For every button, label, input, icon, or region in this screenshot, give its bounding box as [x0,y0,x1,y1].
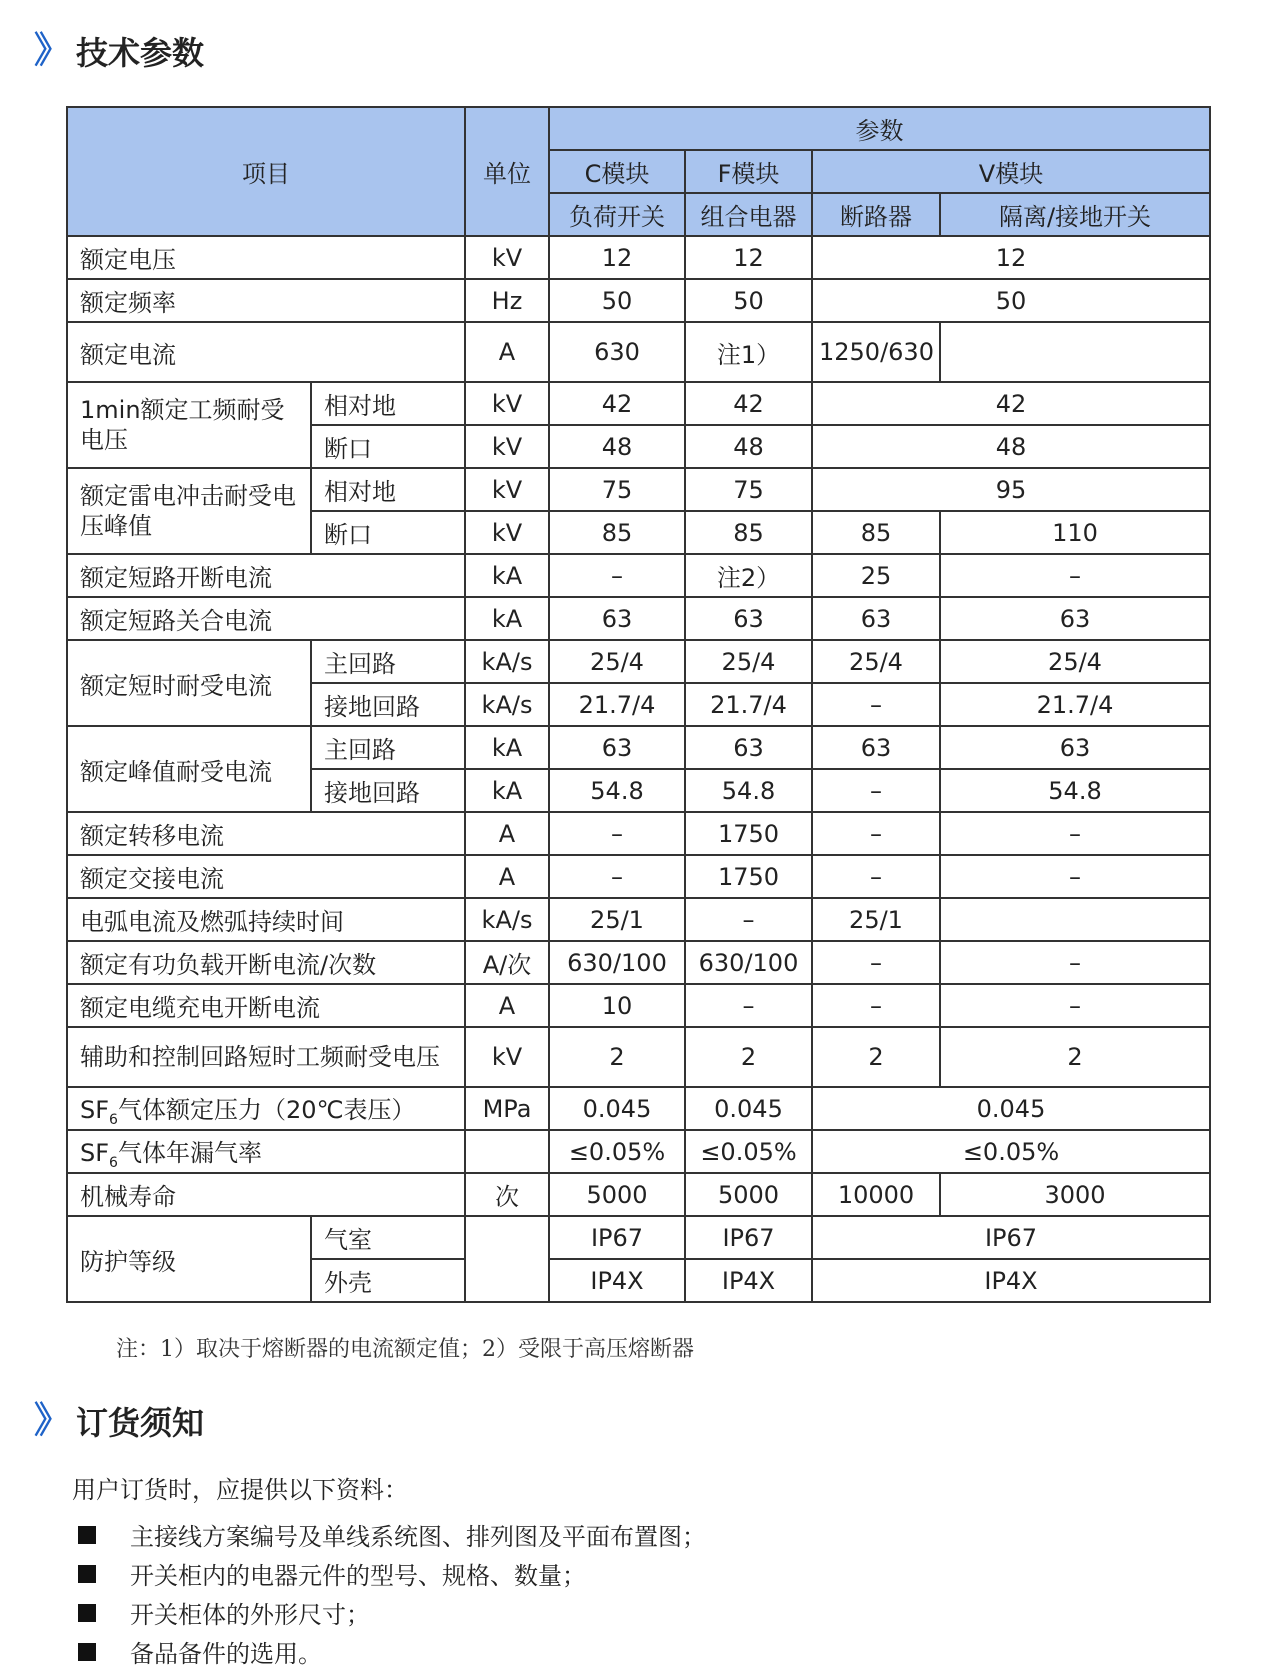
unit-cell: MPa [465,1087,549,1130]
list-item: 主接线方案编号及单线系统图、排列图及平面布置图； [72,1515,706,1554]
header-f-module: F模块 [685,150,812,193]
sub-label: 相对地 [311,382,465,425]
square-bullet-icon [78,1526,96,1544]
value-cell: 42 [685,382,812,425]
sub-label: 接地回路 [311,683,465,726]
value-cell: 2 [549,1027,685,1087]
sub-label: 主回路 [311,726,465,769]
value-cell: ≤0.05% [812,1130,1210,1173]
value-cell: 3000 [940,1173,1210,1216]
value-cell: 85 [685,511,812,554]
unit-cell: kV [465,425,549,468]
table-row [67,1216,1210,1259]
sub-label: 接地回路 [311,769,465,812]
value-cell: 85 [812,511,940,554]
sub-label: 主回路 [311,640,465,683]
sub-label: 断口 [311,425,465,468]
value-cell: 注1） [685,322,812,382]
row-label: $SF_6$气体额定压力（20℃表压） [67,1087,465,1130]
section-heading-order [34,1398,204,1444]
row-label: 额定转移电流 [67,812,465,855]
unit-cell: kA [465,554,549,597]
value-cell: 48 [812,425,1210,468]
value-cell: 12 [549,236,685,279]
header-v-module: V模块 [812,150,1210,193]
table-row [67,812,1210,855]
unit-cell [465,1130,549,1173]
value-cell: IP4X [812,1259,1210,1302]
table-row [67,855,1210,898]
value-cell: IP67 [685,1216,812,1259]
value-cell: 630 [549,322,685,382]
value-cell: 630/100 [685,941,812,984]
value-cell: 21.7/4 [940,683,1210,726]
table-row [67,1130,1210,1173]
row-label: 额定峰值耐受电流 [67,726,311,812]
row-label: 额定有功负载开断电流/次数 [67,941,465,984]
value-cell: 0.045 [549,1087,685,1130]
value-cell: 25/1 [812,898,940,941]
header-params: 参数 [549,107,1210,150]
sub-label: 气室 [311,1216,465,1259]
row-label: 额定频率 [67,279,465,322]
row-label: 额定短时耐受电流 [67,640,311,726]
row-label: 额定雷电冲击耐受电压峰值 [67,468,311,554]
table-row [67,941,1210,984]
header-v-isolator: 隔离/接地开关 [940,193,1210,236]
table-row [67,468,1210,511]
value-cell: 50 [812,279,1210,322]
value-cell: 63 [549,597,685,640]
value-cell [940,898,1210,941]
value-cell: – [812,984,940,1027]
row-label: 辅助和控制回路短时工频耐受电压 [67,1027,465,1087]
value-cell: – [812,812,940,855]
list-item: 开关柜内的电器元件的型号、规格、数量； [72,1554,706,1593]
value-cell: – [812,769,940,812]
row-label: 额定短路开断电流 [67,554,465,597]
table-row [67,1087,1210,1130]
unit-cell: A [465,812,549,855]
value-cell: 63 [812,726,940,769]
table-row [67,597,1210,640]
header-v-breaker: 断路器 [812,193,940,236]
list-item: 开关柜体的外形尺寸； [72,1593,706,1632]
unit-cell: A [465,322,549,382]
row-label: 额定电压 [67,236,465,279]
value-cell: 25/4 [549,640,685,683]
value-cell: – [940,554,1210,597]
table-row [67,898,1210,941]
value-cell: 95 [812,468,1210,511]
table-row [67,382,1210,425]
sub-label: 断口 [311,511,465,554]
table-row [67,1027,1210,1087]
value-cell: ≤0.05% [685,1130,812,1173]
unit-cell: kA/s [465,683,549,726]
row-label: 机械寿命 [67,1173,465,1216]
unit-cell: kA [465,597,549,640]
row-label: 电弧电流及燃弧持续时间 [67,898,465,941]
value-cell: 2 [685,1027,812,1087]
value-cell: 2 [940,1027,1210,1087]
value-cell: – [940,941,1210,984]
value-cell: 63 [940,597,1210,640]
value-cell: 1250/630 [812,322,940,382]
value-cell: 25/1 [549,898,685,941]
header-f-type: 组合电器 [685,193,812,236]
value-cell: 1750 [685,855,812,898]
unit-cell: kV [465,468,549,511]
order-intro: 用户订货时，应提供以下资料： [72,1476,408,1504]
value-cell: 48 [549,425,685,468]
section-title: 订货须知 [76,1404,205,1442]
value-cell: 5000 [685,1173,812,1216]
value-cell: – [940,812,1210,855]
row-label: 1min额定工频耐受电压 [67,382,311,468]
value-cell: – [549,554,685,597]
value-cell: 63 [685,726,812,769]
value-cell: 63 [812,597,940,640]
value-cell: – [940,984,1210,1027]
value-cell: 25 [812,554,940,597]
sub-label: 相对地 [311,468,465,511]
row-label: $SF_6$气体年漏气率 [67,1130,465,1173]
row-label: 防护等级 [67,1216,311,1302]
value-cell: 75 [549,468,685,511]
table-footnote: 注：1）取决于熔断器的电流额定值；2）受限于高压熔断器 [116,1337,694,1362]
row-label: 额定电流 [67,322,465,382]
value-cell: 54.8 [685,769,812,812]
value-cell: 注2） [685,554,812,597]
value-cell: – [685,984,812,1027]
row-label: 额定电缆充电开断电流 [67,984,465,1027]
value-cell: 25/4 [812,640,940,683]
table-row [67,236,1210,279]
header-unit: 单位 [465,107,549,236]
unit-cell: Hz [465,279,549,322]
unit-cell: kV [465,382,549,425]
value-cell: 42 [812,382,1210,425]
value-cell: 54.8 [549,769,685,812]
unit-cell: 次 [465,1173,549,1216]
value-cell: 50 [685,279,812,322]
value-cell: 21.7/4 [685,683,812,726]
header-item: 项目 [67,107,465,236]
value-cell: ≤0.05% [549,1130,685,1173]
value-cell: – [812,941,940,984]
value-cell: 54.8 [940,769,1210,812]
row-label: 额定短路关合电流 [67,597,465,640]
unit-cell: A [465,855,549,898]
value-cell: IP67 [549,1216,685,1259]
table-row [67,322,1210,382]
unit-cell: kV [465,236,549,279]
value-cell: IP67 [812,1216,1210,1259]
table-row [67,554,1210,597]
value-cell: 0.045 [812,1087,1210,1130]
spec-table [66,106,1211,1303]
unit-cell: kV [465,1027,549,1087]
unit-cell: kA [465,769,549,812]
sub-label: 外壳 [311,1259,465,1302]
value-cell: – [549,812,685,855]
value-cell: – [685,898,812,941]
unit-cell: A [465,984,549,1027]
table-row [67,640,1210,683]
header-c-module: C模块 [549,150,685,193]
unit-cell: kV [465,511,549,554]
value-cell: IP4X [549,1259,685,1302]
table-row [67,1173,1210,1216]
value-cell: 25/4 [940,640,1210,683]
value-cell: 42 [549,382,685,425]
chevron-icon: 》 [34,30,65,71]
square-bullet-icon [78,1604,96,1622]
value-cell: IP4X [685,1259,812,1302]
value-cell: 50 [549,279,685,322]
value-cell: 48 [685,425,812,468]
value-cell: 25/4 [685,640,812,683]
square-bullet-icon [78,1643,96,1661]
value-cell: – [940,855,1210,898]
table-row [67,279,1210,322]
chevron-icon: 》 [34,1400,65,1441]
unit-cell: kA [465,726,549,769]
unit-cell: kA/s [465,898,549,941]
value-cell: 5000 [549,1173,685,1216]
value-cell: – [812,683,940,726]
value-cell [940,322,1210,382]
section-title: 技术参数 [76,34,205,72]
order-info [72,1470,706,1671]
value-cell: 12 [685,236,812,279]
unit-cell [465,1216,549,1302]
header-c-type: 负荷开关 [549,193,685,236]
value-cell: 63 [685,597,812,640]
value-cell: 75 [685,468,812,511]
value-cell: 0.045 [685,1087,812,1130]
section-heading-tech [34,28,204,74]
value-cell: 630/100 [549,941,685,984]
value-cell: 21.7/4 [549,683,685,726]
value-cell: 85 [549,511,685,554]
value-cell: 10 [549,984,685,1027]
row-label: 额定交接电流 [67,855,465,898]
unit-cell: A/次 [465,941,549,984]
value-cell: 63 [549,726,685,769]
value-cell: 63 [940,726,1210,769]
list-item: 备品备件的选用。 [72,1632,706,1671]
square-bullet-icon [78,1565,96,1583]
table-row [67,984,1210,1027]
table-row [67,726,1210,769]
value-cell: – [812,855,940,898]
value-cell: 10000 [812,1173,940,1216]
value-cell: 1750 [685,812,812,855]
value-cell: 2 [812,1027,940,1087]
unit-cell: kA/s [465,640,549,683]
value-cell: – [549,855,685,898]
value-cell: 110 [940,511,1210,554]
value-cell: 12 [812,236,1210,279]
